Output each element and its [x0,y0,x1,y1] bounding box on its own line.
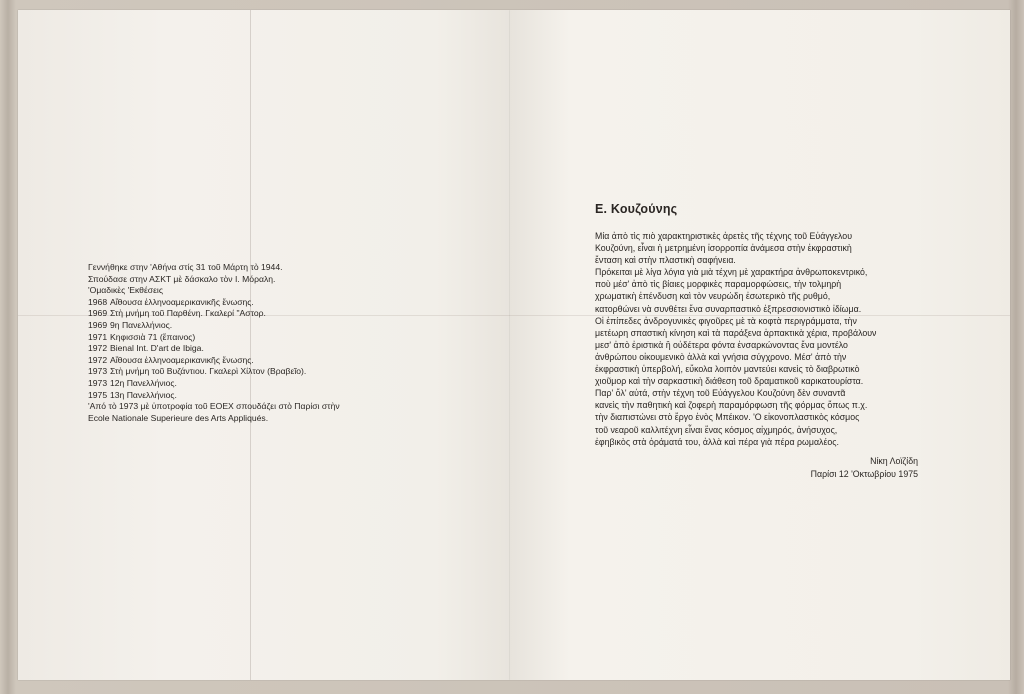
essay-line: μετέωρη σπαστικὴ κίνηση καὶ τὰ παράξενα ἁρπακτικὰ χέρια, προβάλουν [595,327,877,338]
exhibition-entry [88,320,428,332]
essay-line: Πρόκειται μὲ λίγα λόγια γιὰ μιὰ τέχνη μὲ χαρακτήρα ἀνθρωποκεντρικό, [595,267,868,278]
essay-line: Παρ' ὅλ' αὐτά, στὴν τέχνη τοῦ Εὐάγγελου Κουζούνη δὲν συναντᾶ [595,388,846,399]
essay-body [595,230,935,448]
essay-line: τοῦ νεαροῦ καλλιτέχνη εἶναι ἕνας κόσμος αἰχμηρός, ἀνήσυχος, [595,424,838,435]
exhibition-text: 13η Πανελλήνιος. [110,389,177,400]
exhibition-year: 1973 [88,377,108,388]
essay-line: ποὺ μέσ' ἀπὸ τὶς βίαιες μορφικὲς παραμορφώσεις, τὴν τολμηρὴ [595,279,842,290]
exhibition-entry [88,297,428,309]
exhibition-entry [88,343,428,355]
essay-line: ἐκφραστικὴ ὑπερβολή, εὔκολα λοιπὸν μαντεύει κανεὶς τὸ διαβρωτικὸ [595,364,860,375]
bio-scholarship-line: 'Από τὸ 1973 μὲ ὑποτροφία τοῦ ΕΟΕΧ σπουδάζει στὸ Παρίσι στὴν [88,401,340,412]
exhibition-entry [88,332,428,344]
essay-signature [793,455,918,480]
exhibition-text: Αἴθουσα ἑλληνοαμερικανικῆς ἕνωσης. [110,354,254,365]
essay-line: ἔνταση καὶ στὴν πλαστικὴ σαφήνεια. [595,255,736,266]
author-name: Νίκη Λοϊζίδη [870,456,918,466]
essay-block [595,202,935,448]
exhibition-year: 1972 [88,343,108,354]
exhibition-year: 1972 [88,354,108,365]
exhibition-text: 9η Πανελλήνιος. [110,319,173,330]
exhibition-year: 1969 [88,308,108,319]
essay-line: Οἱ ἐπίπεδες ἀνδρογυνικὲς φιγοῦρες μὲ τὰ κοφτὰ περιγράμματα, τὴν [595,315,857,326]
essay-line: Κουζούνη, εἶναι ἡ μετρημένη ἰσορροπία ἀνάμεσα στὴν ἐκφραστικὴ [595,243,852,254]
exhibition-text: Στὴ μνήμη τοῦ Παρθένη. Γκαλερί "Αστορ. [110,308,266,319]
exhibition-year: 1969 [88,319,108,330]
essay-line: κανεὶς τὴν παθητικὴ καὶ ζοφερὴ παραμόρφωση τῆς φόρμας ὅπως π.χ. [595,400,868,411]
place-and-date: Παρίσι 12 'Οκτωβρίου 1975 [810,468,918,479]
exhibition-year: 1968 [88,296,108,307]
essay-line: κατορθώνει νὰ συνθέτει ἕνα συναρπαστικὸ ἐξπρεσσιονιστικὸ ἰδίωμα. [595,303,862,314]
essay-line: ἐφηβικὸς στὰ ὁράματά του, ἀλλὰ καὶ πέρα γιὰ πέρα ρωμαλέος. [595,436,839,447]
essay-line: Μία ἀπὸ τὶς πιὸ χαρακτηριστικὲς ἀρετὲς τῆς τέχνης τοῦ Εὐάγγελου [595,231,852,241]
exhibition-text: Κηφισσιὰ 71 (ἔπαινος) [110,331,196,342]
exhibition-entry [88,378,428,390]
left-page [18,10,510,680]
exhibition-year: 1975 [88,389,108,400]
essay-line: τὴν διαπιστώνει στὸ ἔργο ἑνὸς Μπέικον. 'Ο εἰκονοπλαστικὸς κόσμος [595,412,860,423]
right-page [510,10,1010,680]
exhibition-text: 12η Πανελλήνιος. [110,377,177,388]
essay-line: χρωματικὴ ἐπένδυση καὶ τὸν νευρώδη ἐσωτερικὸ τῆς ρυθμό, [595,291,831,302]
biography-block [88,262,428,424]
essay-line: χιοῦμορ καὶ τὴν σαρκαστικὴ διάθεση τοῦ δραματικοῦ καρικατουρίστα. [595,376,864,387]
bio-school-line: Ecole Nationale Superieure des Arts Appliqués. [88,412,269,423]
bio-group-exhibitions-heading: 'Ομαδικὲς 'Εκθέσεις [88,285,163,296]
exhibition-entry [88,308,428,320]
exhibition-text: Στὴ μνήμη τοῦ Βυζάντιου. Γκαλερὶ Χίλτον (Βραβεῖο). [110,366,307,377]
essay-line: μεσ' ἀπὸ ἐριστικὰ ἢ οὐδέτερα φόντα ἐνσαρκώνοντας ἕνα μοντέλο [595,339,848,350]
exhibition-text: Bienal Int. D'art de Ibiga. [110,343,204,354]
exhibition-year: 1971 [88,331,108,342]
exhibition-entry [88,366,428,378]
essay-title: Ε. Κουζούνης [595,202,678,216]
bio-studies-line: Σπούδασε στην ΑΣΚΤ μὲ δάσκαλο τὸν Ι. Μόραλη. [88,273,276,284]
exhibition-entry [88,390,428,402]
bio-birth-line: Γεννήθηκε στην 'Αθήνα στίς 31 τοῦ Μάρτη τὸ 1944. [88,262,283,272]
essay-line: ἀνθρώπου οἰκουμενικὸ ἀλλὰ καὶ γνήσια σύγχρονο. Μέσ' ἀπὸ τὴν [595,351,847,362]
exhibition-entry [88,355,428,367]
exhibition-text: Αἴθουσα ἑλληνοαμερικανικῆς ἕνωσης. [110,296,254,307]
exhibition-year: 1973 [88,366,108,377]
